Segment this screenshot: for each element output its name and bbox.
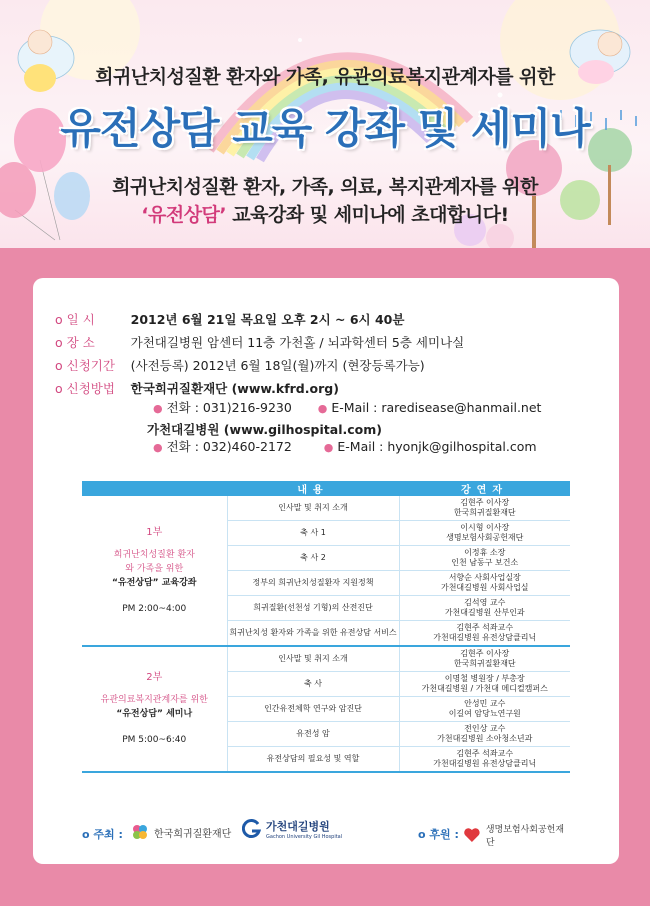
info-place-label: 장 소 [66,335,95,350]
header-subtitle: 희귀난치성질환 환자와 가족, 유관의료복지관계자를 위한 [95,66,555,88]
speaker-affiliation: 가천대길병원 사회사업실 [440,583,529,592]
circle-bullet-icon: o [418,828,426,841]
speaker-affiliation: 한국희귀질환재단 [453,508,516,517]
session-1-number: 1부 [146,526,163,538]
speaker-name: 이시형 이사장 [460,523,510,532]
table-row [82,496,570,521]
circle-bullet-icon: o [55,381,63,396]
table-header-content: 내용 [227,481,399,496]
row-content: 유전성 암 [227,722,399,747]
info-date-row [55,310,404,328]
speaker-affiliation: 가천대길병원 소아청소년과 [437,734,533,743]
row-speaker [399,646,570,672]
table-header-speaker: 강연자 [399,481,570,496]
speaker-affiliation: 가천대길병원 유전상담클리닉 [433,633,537,642]
sponsor-name: 생명보험사회공헌재단 [485,825,565,848]
row-speaker [399,722,570,747]
host2-name: 가천대길병원 [266,820,330,833]
poster-header [0,0,650,248]
table-row [82,646,570,672]
row-content: 희귀난치성 환자와 가족을 위한 유전상담 서비스 [227,621,399,647]
host2-logo [242,818,342,840]
row-speaker [399,496,570,521]
circle-bullet-icon: o [55,358,63,373]
session-2-cell [82,646,227,772]
session-2-name: “유전상담” 세미나 [116,709,193,719]
circle-bullet-icon: o [82,828,90,841]
host-label [82,826,123,842]
info-date-value: 2012년 6월 21일 목요일 오후 2시 ~ 6시 40분 [130,312,405,327]
speaker-name: 이명철 병원장 / 부총장 [444,674,525,683]
row-speaker [399,546,570,571]
speaker-affiliation: 가천대길병원 산부인과 [444,608,525,617]
info-method-label: 신청방법 [66,381,115,396]
info-method-row [55,379,339,397]
info-period-row [55,356,425,374]
speaker-affiliation: 인천 남동구 보건소 [451,558,519,567]
speaker-affiliation: 이길여 암당뇨연구원 [448,709,521,718]
table-header-row [82,481,570,496]
sponsor-footer [82,818,572,848]
speaker-name: 이정휴 소장 [464,548,506,557]
page-title: 유전상담 교육 강좌 및 세미나 [60,104,590,153]
row-speaker [399,672,570,697]
row-content: 희귀질환(선천성 기형)의 산전진단 [227,596,399,621]
sponsor-logo [462,822,572,848]
info-period-value: (사전등록) 2012년 6월 18일(월)까지 (현장등록가능) [130,358,425,373]
speaker-affiliation: 한국희귀질환재단 [453,659,516,668]
table-header-session [82,481,227,496]
speaker-name: 김석영 교수 [464,598,506,607]
speaker-name: 김현주 석좌교수 [456,749,514,758]
dot-bullet-icon: ● [153,402,163,415]
row-content: 축 사 1 [227,521,399,546]
row-speaker [399,747,570,773]
circle-bullet-icon: o [55,335,63,350]
session-1-desc: 희귀난치성질환 환자와 가족을 위한 [113,549,195,574]
speaker-affiliation: 가천대길병원 유전상담클리닉 [433,759,537,768]
info-date-label: 일 시 [66,312,95,327]
invitation-accent: ‘유전상담’ [141,204,227,226]
speaker-affiliation: 생명보험사회공헌재단 [446,533,524,542]
row-content: 축 사 [227,672,399,697]
row-content: 정부의 희귀난치성질환자 지원정책 [227,571,399,596]
schedule-table [82,481,570,773]
org1-phone: 전화 : 031)216-9230 [166,400,292,415]
speaker-name: 김현주 이사장 [460,649,510,658]
host2-sub: Gachon University Gil Hospital [266,834,343,840]
heart-logo-icon [462,825,482,845]
row-speaker [399,521,570,546]
row-speaker [399,621,570,647]
invitation-line-1: 희귀난치성질환 환자, 가족, 의료, 복지관계자를 위한 [112,176,538,198]
row-speaker [399,571,570,596]
speaker-name: 김현주 석좌교수 [456,623,514,632]
row-content: 축 사 2 [227,546,399,571]
host1-name: 한국희귀질환재단 [154,828,232,840]
org1-name: 한국희귀질환재단 (www.kfrd.org) [130,381,339,396]
kfrd-logo-icon [130,822,150,842]
invitation-line-2 [0,200,650,227]
invitation-line-2-text: 교육강좌 및 세미나에 초대합니다! [226,204,509,226]
speaker-name: 안성민 교수 [464,699,506,708]
dot-bullet-icon: ● [317,402,328,415]
session-2-time: PM 5:00~6:40 [122,735,187,745]
org1-contact [153,398,541,416]
sponsor-label [418,826,459,842]
sponsor-label-text: 후원 : [429,828,459,841]
session-1-cell [82,496,227,646]
row-speaker [399,596,570,621]
session-2-number: 2부 [146,672,163,683]
session-2-desc: 유관의료복지관계자를 위한 [100,695,208,705]
row-content: 유전상담의 필요성 및 역할 [227,747,399,773]
org2-email: E-Mail : hyonjk@gilhospital.com [337,439,537,454]
speaker-name: 김현주 이사장 [460,498,510,507]
info-place-value: 가천대길병원 암센터 11층 가천홀 / 뇌과학센터 5층 세미나실 [130,335,465,350]
row-speaker [399,697,570,722]
info-place-row [55,333,464,351]
session-1-name: “유전상담” 교육강좌 [111,577,197,588]
org2-phone: 전화 : 032)460-2172 [166,439,292,454]
org1-email: E-Mail : raredisease@hanmail.net [331,400,542,415]
circle-bullet-icon: o [55,312,63,327]
host-label-text: 주최 : [93,828,123,841]
speaker-name: 서향순 사회사업실장 [448,573,521,582]
org2-name: 가천대길병원 (www.gilhospital.com) [147,422,382,437]
speaker-name: 전인상 교수 [464,724,506,733]
speaker-affiliation: 가천대길병원 / 가천대 메디컬캠퍼스 [421,684,548,693]
host1-logo [130,822,231,842]
row-content: 인간유전체학 연구와 암진단 [227,697,399,722]
row-content: 인사말 및 취지 소개 [227,646,399,672]
dot-bullet-icon: ● [153,441,163,454]
row-content: 인사말 및 취지 소개 [227,496,399,521]
org2-contact [153,437,537,455]
dot-bullet-icon: ● [323,441,334,454]
gil-hospital-logo-icon [242,819,262,839]
session-1-time: PM 2:00~4:00 [122,603,187,614]
info-period-label: 신청기간 [66,358,115,373]
